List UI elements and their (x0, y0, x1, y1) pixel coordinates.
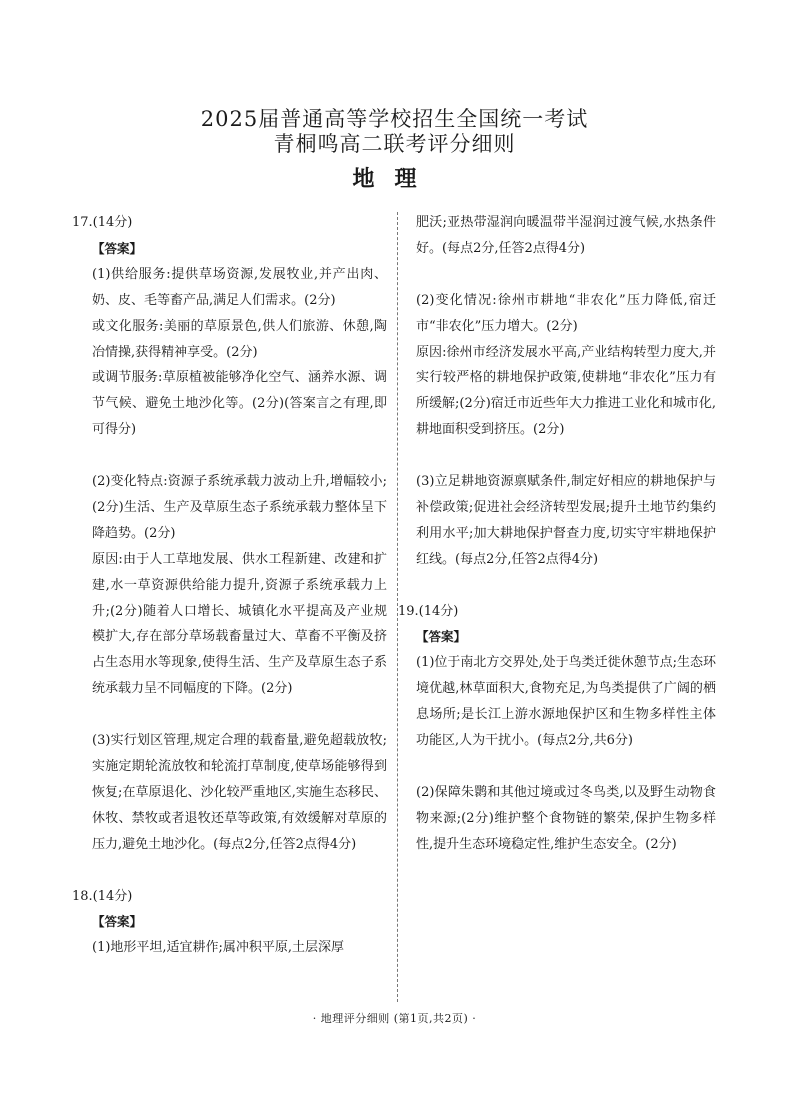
question-18-number: 18.(14分) (72, 888, 133, 904)
q19-part1: (1)位于南北方交界处,处于鸟类迁徙休憩节点;生态环境优越,林草面积大,食物充足,为鸟类提供了广阔的栖息场所;是长江上游水源地保护区和生物多样性主体功能区,人为干扰小。(每点2分,共6分) (416, 655, 716, 749)
q17-part3: (3)实行划区管理,规定合理的载畜量,避免超载放牧;实施定期轮流放牧和轮流打草制度,使草场能够得到恢复;在草原退化、沙化较严重地区,实施生态移民、休牧、禁牧或者退牧还草等政策,有效缓解对草原的压力,避免土地沙化。(每点2分,任答2点得4分) (92, 733, 387, 852)
q17-part2-reason: 原因:由于人工草地发展、供水工程新建、改建和扩建,水一草资源供给能力提升,资源子系统承载力上升;(2分)随着人口增长、城镇化水平提高及产业规模扩大,存在部分草场载畜量过大、草畜不平衡及挤占生态用水等现象,使得生活、生产及草原生态子系统承载力呈不同幅度的下降。(2分) (92, 551, 387, 697)
q18-part2-reason: 原因:徐州市经济发展水平高,产业结构转型力度大,并实行较严格的耕地保护政策,使耕地“非农化”压力有所缓解;(2分)宿迁市近些年大力推进工业化和城市化,耕地面积受到挤压。(2分) (416, 344, 716, 438)
exam-subtitle: 青桐鸣高二联考评分细则 (273, 132, 516, 156)
q18-part1-continued: 肥沃;亚热带湿润向暖温带半湿润过渡气候,水热条件好。(每点2分,任答2点得4分) (416, 215, 716, 256)
question-17-number: 17.(14分) (72, 215, 133, 230)
q18-part2-change: (2)变化情况:徐州市耕地“非农化”压力降低,宿迁市“非农化”压力增大。(2分) (416, 292, 716, 334)
q17-part2-feature: (2)变化特点:资源子系统承载力波动上升,增幅较小;(2分)生活、生产及草原生态子系统承载力整体呈下降趋势。(2分) (92, 474, 387, 541)
answer-label: 【答案】 (416, 629, 467, 645)
q17-part1-regulation: 或调节服务:草原植被能够净化空气、涵养水源、调节气候、避免土地沙化等。(2分)(答案言之有理,即可得分) (92, 370, 387, 438)
subject-title: 地理 (352, 167, 437, 192)
question-19-number: 19.(14分) (398, 603, 459, 619)
q18-part1-start: (1)地形平坦,适宜耕作;属冲积平原,土层深厚 (92, 940, 345, 956)
right-column (398, 210, 716, 858)
left-column (72, 210, 387, 961)
q17-part1-culture: 或文化服务:美丽的草原景色,供人们旅游、休憩,陶冶情操,获得精神享受。(2分) (92, 318, 387, 360)
answer-label: 【答案】 (92, 240, 143, 256)
q19-part2: (2)保障朱鹮和其他过境或过冬鸟类,以及野生动物食物来源;(2分)维护整个食物链的繁荣,保护生物多样性,提升生态环境稳定性,维护生态安全。(2分) (416, 784, 716, 852)
answer-label: 【答案】 (92, 914, 143, 930)
q18-part3: (3)立足耕地资源禀赋条件,制定好相应的耕地保护与补偿政策;促进社会经济转型发展;提升土地节约集约利用水平;加大耕地保护督查力度,切实守牢耕地保护红线。(每点2分,任答2点得4分) (416, 474, 716, 567)
exam-title: 2025届普通高等学校招生全国统一考试 (200, 107, 589, 131)
page-footer: · 地理评分细则 (第1页,共2页) · (312, 1012, 477, 1025)
q17-part1-supply: (1)供给服务:提供草场资源,发展牧业,并产出肉、奶、皮、毛等畜产品,满足人们需求。(2分) (92, 266, 387, 308)
